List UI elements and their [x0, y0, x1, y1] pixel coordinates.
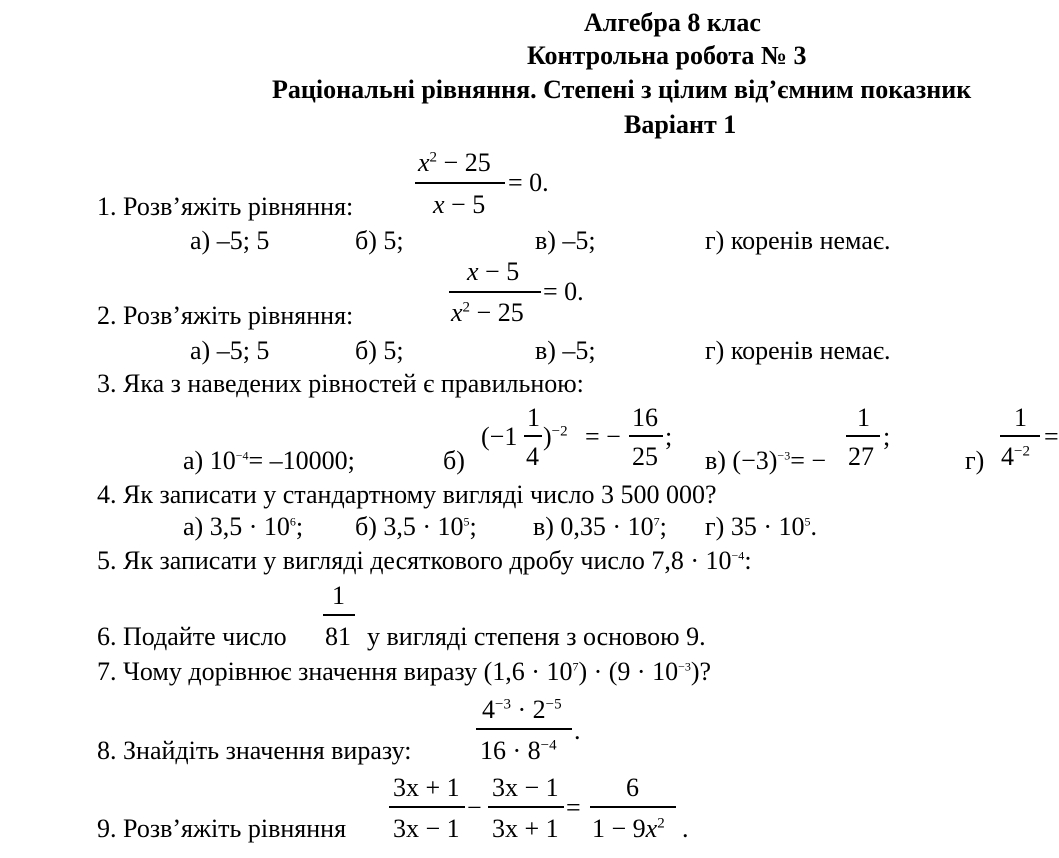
q9-f1-den: 3x − 1: [393, 814, 460, 843]
q3-b-frac-den: 4: [526, 442, 539, 471]
q4-option-c: в) $0,35 \cdot 10^7$;: [533, 512, 667, 541]
q8-text: 8. Знайдіть значення виразу:: [97, 736, 412, 765]
q3-d-label: г): [965, 446, 985, 475]
q1-rhs: = 0.: [508, 168, 549, 197]
q8-end: .: [574, 716, 581, 745]
q4-option-d: г) $35 \cdot 10^5$.: [705, 512, 817, 541]
q9-text: 9. Розв’яжіть рівняння: [97, 814, 347, 843]
q6-post: у вигляді степеня з основою 9.: [367, 622, 706, 651]
q1-option-b: б) 5;: [355, 226, 404, 255]
q9-eq: =: [566, 793, 581, 822]
q1-option-d: г) коренів немає.: [705, 226, 891, 255]
q2-denominator: $x^2 - 25$: [451, 298, 524, 327]
q2-fraction-bar: [449, 291, 541, 293]
q2-text: 2. Розв’яжіть рівняння:: [97, 301, 354, 330]
q1-fraction-bar: [415, 182, 505, 184]
q3-b-open: (−1: [481, 422, 518, 451]
q1-numerator: $x^2 - 25$: [418, 148, 491, 177]
header-subject: Алгебра 8 клас: [584, 8, 761, 37]
q3-b-end: ;: [665, 422, 673, 451]
q3-b-rhs-bar: [629, 435, 663, 437]
q3-c-rhs-den: 27: [848, 442, 874, 471]
header-test-title: Контрольна робота № 3: [527, 41, 807, 70]
q7-text: 7. Чому дорівнює значення виразу $(1,6 \cdot 10^7) \cdot (9 \cdot 10^{-3})$?: [97, 657, 712, 686]
q3-option-a: а) $10^{-4}= -10000$;: [183, 446, 355, 475]
q4-option-b: б) $3,5 \cdot 10^5$;: [355, 512, 477, 541]
q3-b-eq: = −: [585, 422, 621, 451]
q9-f3-den: $1 - 9x^2$: [592, 814, 665, 843]
q6-frac-num: 1: [332, 581, 345, 610]
q3-c-label: в) $(-3)^{-3}=$ −: [705, 446, 827, 475]
q9-f2-den: 3x + 1: [492, 814, 559, 843]
q3-b-rhs-den: 25: [632, 442, 658, 471]
q3-c-rhs-bar: [846, 435, 880, 437]
q3-b-label: б): [443, 446, 465, 475]
q2-numerator: x − 5: [467, 257, 520, 286]
header-topic: Раціональні рівняння. Степені з цілим від’ємним показник: [272, 75, 972, 104]
q2-rhs: = 0.: [543, 277, 584, 306]
q1-option-c: в) –5;: [535, 226, 596, 255]
q2-option-b: б) 5;: [355, 336, 404, 365]
q4-option-a: а) $3,5 \cdot 10^6$;: [183, 512, 304, 541]
q2-option-a: а) –5; 5: [190, 336, 270, 365]
q6-frac-bar: [323, 614, 355, 616]
q3-text: 3. Яка з наведених рівностей є правильною:: [97, 369, 584, 398]
q9-end: .: [682, 814, 689, 843]
q3-c-rhs-num: 1: [857, 403, 870, 432]
q9-f3-num: 6: [626, 773, 639, 802]
q9-f3-bar: [590, 806, 676, 808]
q9-f2-num: 3x − 1: [492, 773, 559, 802]
header-variant: Варіант 1: [624, 110, 737, 139]
q3-b-rhs-num: 16: [632, 403, 658, 432]
q8-numerator: $4^{-3} \cdot 2^{-5}$: [482, 695, 562, 724]
q1-denominator: x − 5: [433, 190, 486, 219]
q5-text: 5. Як записати у вигляді десяткового дробу число $7,8 \cdot 10^{-4}$:: [97, 546, 752, 575]
q9-f1-num: 3x + 1: [393, 773, 460, 802]
q6-frac-den: 81: [325, 622, 351, 651]
q2-option-c: в) –5;: [535, 336, 596, 365]
q3-b-frac-bar: [524, 435, 542, 437]
q3-b-close: )$^{-2}$: [543, 422, 568, 451]
q1-option-a: а) –5; 5: [190, 226, 270, 255]
q3-b-frac-num: 1: [527, 403, 540, 432]
q8-fraction-bar: [476, 728, 572, 730]
q9-f1-bar: [389, 806, 465, 808]
q8-denominator: $16 \cdot 8^{-4}$: [480, 736, 557, 765]
q9-minus: −: [467, 793, 482, 822]
q2-option-d: г) коренів немає.: [705, 336, 891, 365]
q1-text: 1. Розв’яжіть рівняння:: [97, 192, 354, 221]
q3-c-end: ;: [883, 422, 891, 451]
q6-pre: 6. Подайте число: [97, 622, 287, 651]
q9-f2-bar: [488, 806, 564, 808]
q3-d-bar: [1000, 435, 1040, 437]
q3-d-den: $4^{-2}$: [1001, 442, 1030, 471]
q4-text: 4. Як записати у стандартному вигляді число 3 500 000?: [97, 480, 717, 509]
q3-d-eq: =: [1044, 422, 1059, 451]
q3-d-num: 1: [1014, 403, 1027, 432]
